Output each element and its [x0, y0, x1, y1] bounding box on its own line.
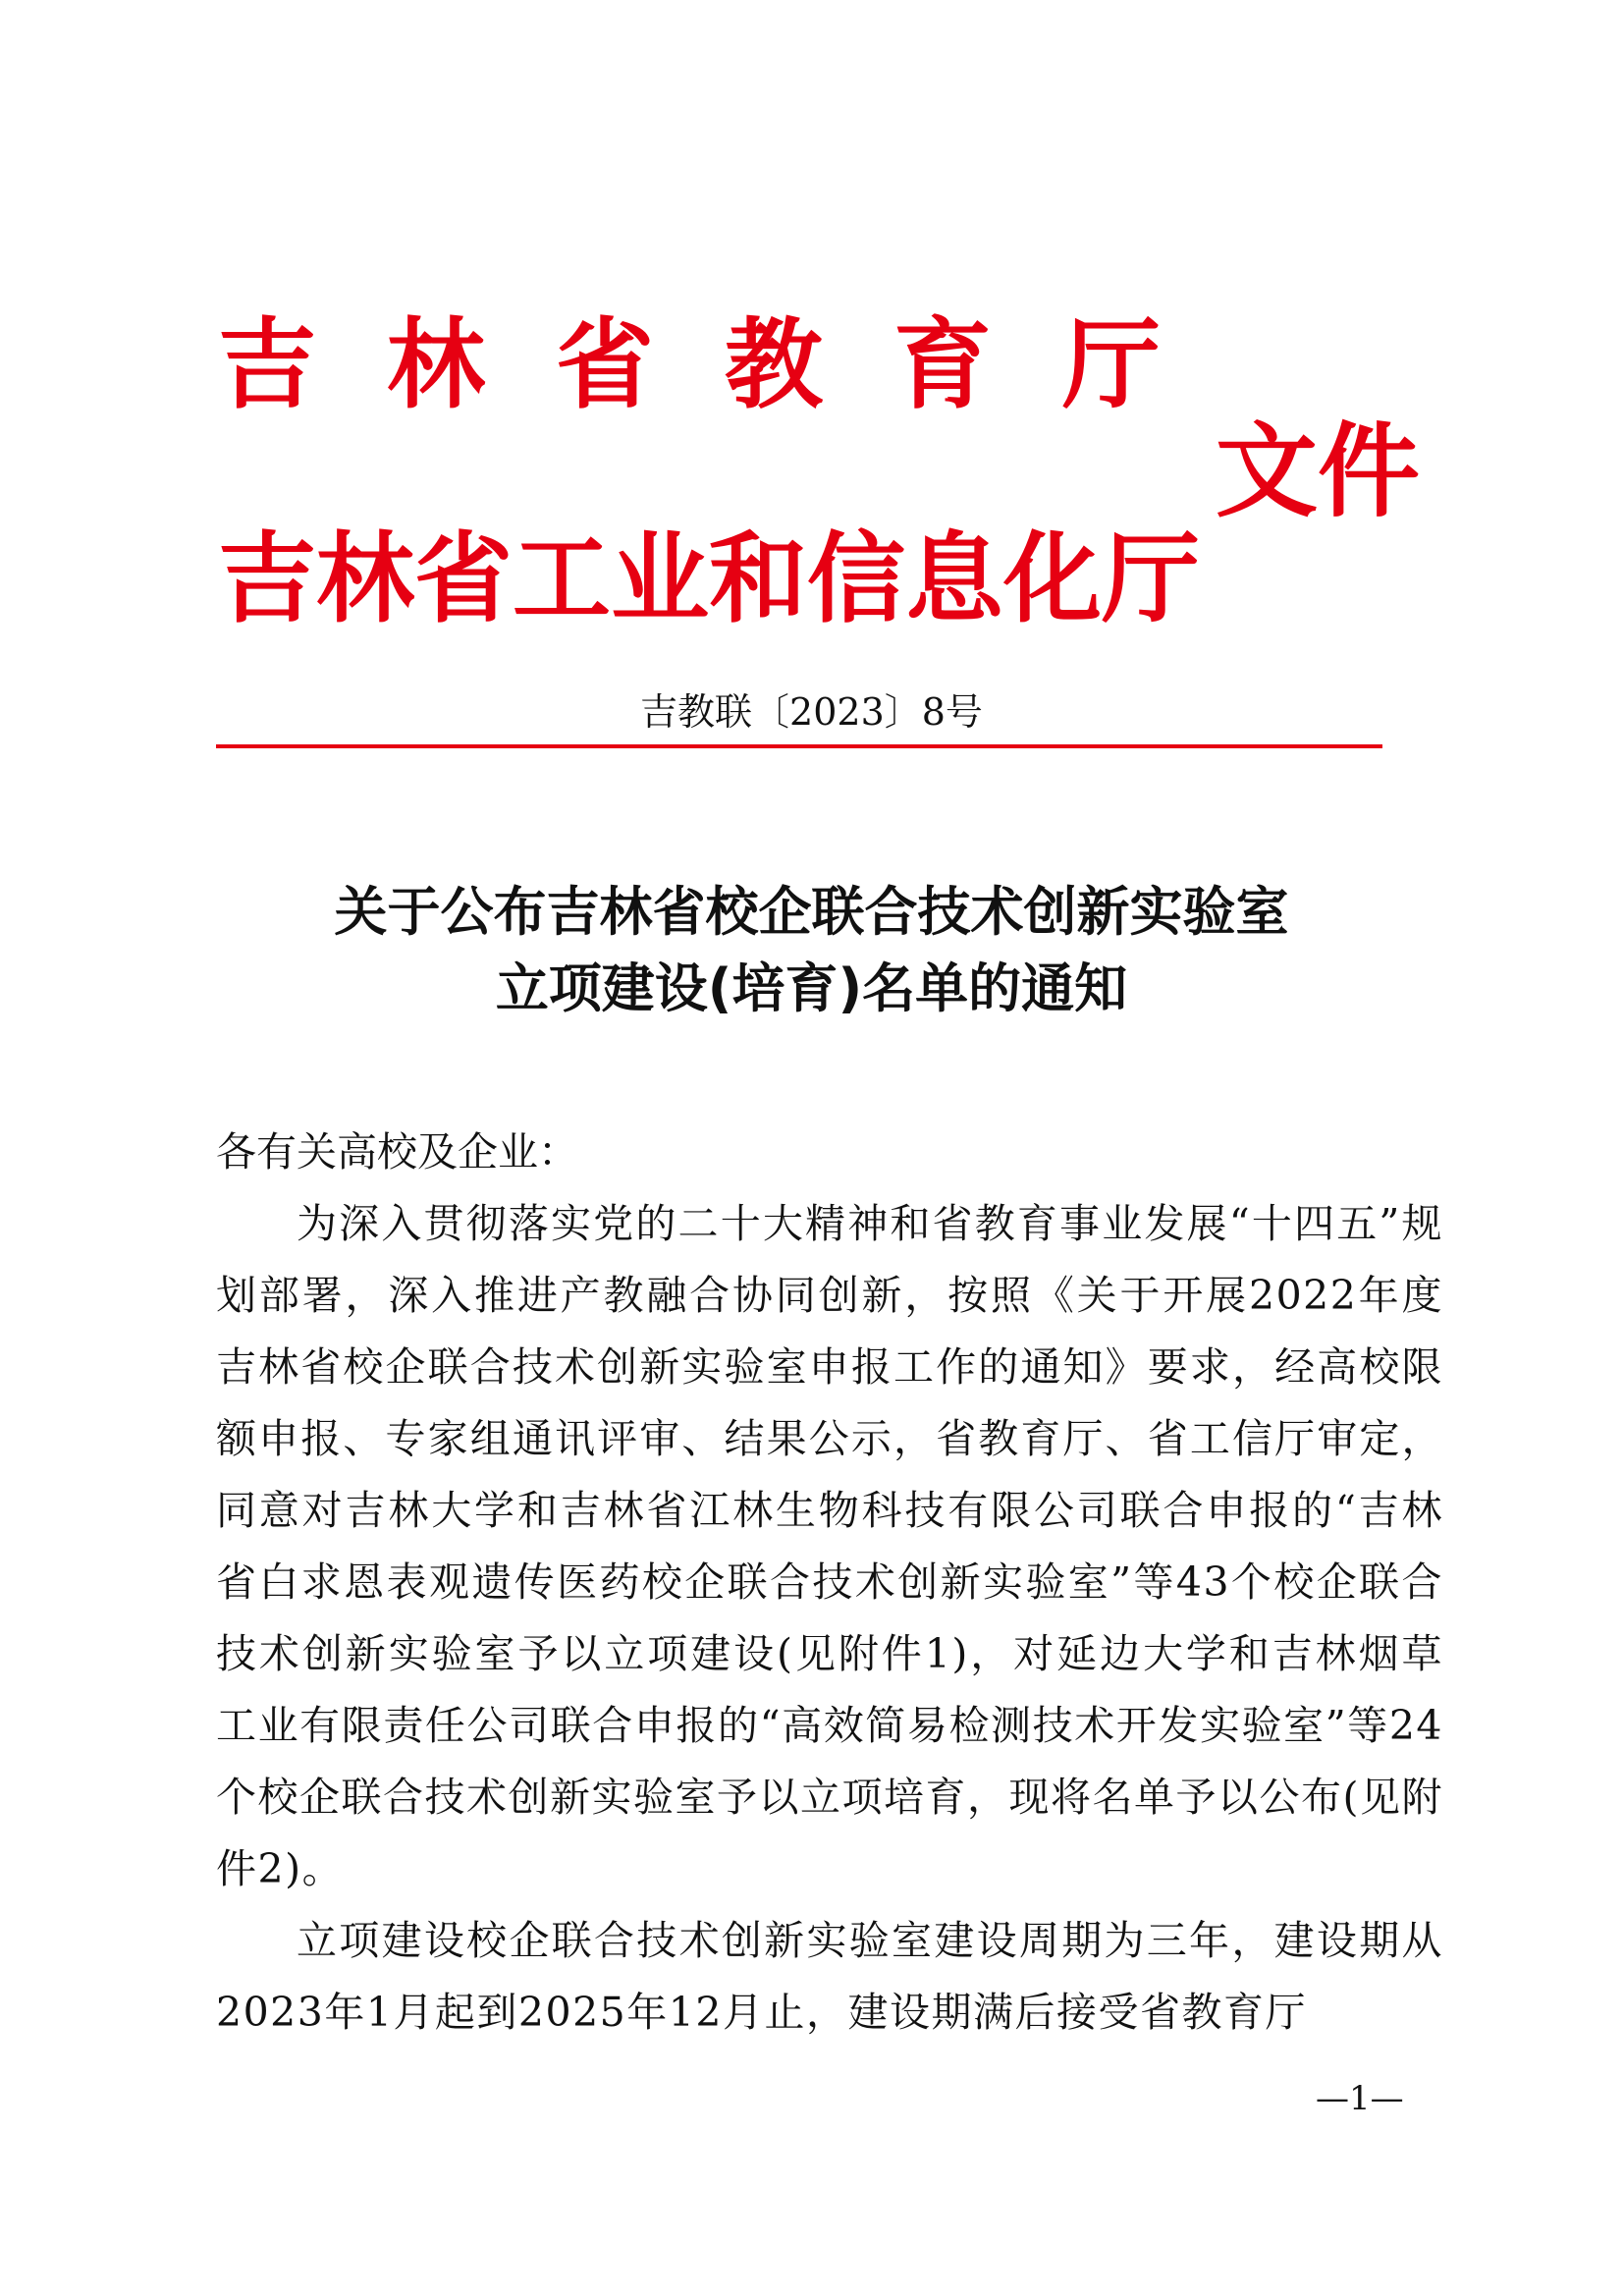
page-number: —1— [1316, 2079, 1404, 2118]
body-paragraph-2: 立项建设校企联合技术创新实验室建设周期为三年，建设期从2023年1月起到2025年12月止，建设期满后接受省教育厅 [216, 1917, 1443, 2036]
document-label: 文件 [1216, 411, 1421, 531]
body-paragraph-1: 为深入贯彻落实党的二十大精神和省教育事业发展“十四五”规划部署，深入推进产教融合协同创新，按照《关于开展2022年度吉林省校企联合技术创新实验室申报工作的通知》要求，经高校限额申报、专家组通讯评审、结果公示，省教育厅、省工信厅审定，同意对吉林大学和吉林省江林生物科技有限公司联合申报的“吉林省白求恩表观遗传医药校企联合技术创新实验室”等43个校企联合技术创新实验室予以立项建设(见附件1)，对延边大学和吉林烟草工业有限责任公司联合申报的“高效简易检测技术开发实验室”等24个校企联合技术创新实验室予以立项培育，现将名单予以公布(见附件2)。 [216, 1200, 1443, 1892]
notice-body [216, 1117, 1443, 2049]
red-divider-line [216, 744, 1382, 748]
issuer-education-department: 吉林省教育厅 [218, 307, 1231, 422]
document-number: 吉教联〔2023〕8号 [640, 690, 983, 734]
notice-title-line-2: 立项建设(培育)名单的通知 [495, 957, 1128, 1019]
notice-title-line-1: 关于公布吉林省校企联合技术创新实验室 [334, 881, 1289, 943]
issuer-industry-department: 吉林省工业和信息化厅 [218, 521, 1200, 636]
salutation: 各有关高校及企业： [216, 1128, 578, 1175]
